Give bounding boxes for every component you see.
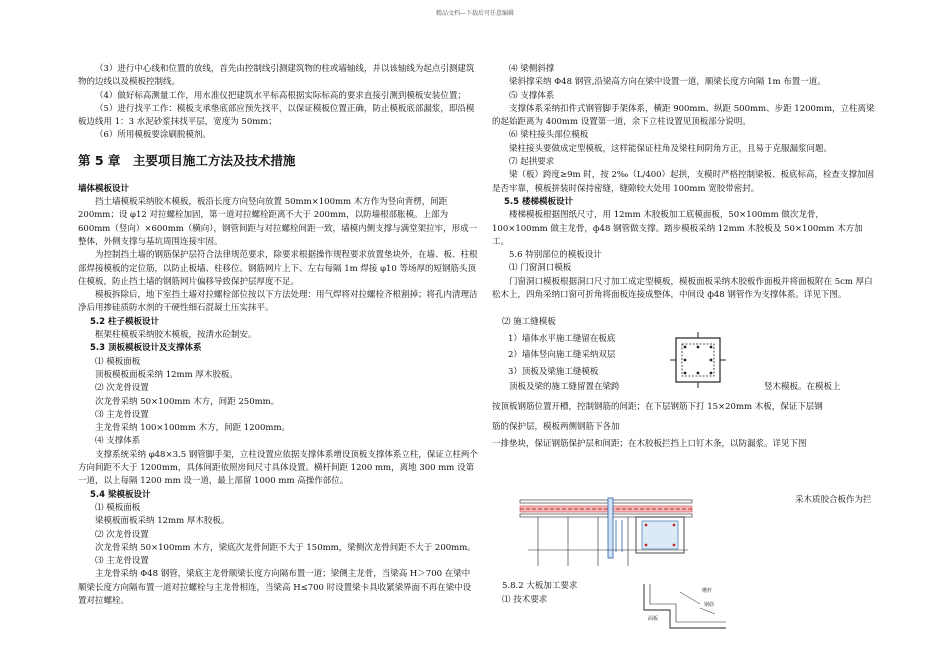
paragraph-line: 筋的保护层，模板两侧钢筋下各加 (492, 422, 620, 432)
subheading: ⑷ 支撑体系 (95, 436, 141, 447)
paragraph: （6）所用模板要涂刷脱模剂。 (95, 130, 211, 141)
subheading: ⑹ 梁柱接头部位模板 (509, 130, 589, 141)
text-fragment: 竖木模板。在模板上 (764, 382, 841, 392)
subheading: ⑴ 模板面板 (95, 356, 141, 367)
list-item: 3）顶板及梁施工缝模板 (508, 366, 599, 377)
stair-detail-figure (640, 582, 730, 632)
subheading: ⑺ 起拱要求 (509, 157, 555, 168)
paragraph: 模板拆除后，地下室挡土墙对拉螺栓部位按以下方法处理：用气焊将对拉螺栓齐根割掉；将孔内清理洁净后用掺硅质防水剂的干硬性细石混凝土压实抹平。 (78, 290, 478, 314)
section-title: 5.3 顶板模板设计及支撑体系 (90, 343, 202, 354)
left-column (78, 63, 478, 608)
subheading: ⑴ 模板面板 (95, 502, 141, 513)
section-title: 墙体模板设计 (78, 183, 130, 194)
paragraph: 梁（板）跨度≥9m 时，按 2‰（L/400）起拱，支模时严格控制梁板、板底标高，检查支撑加固是否牢靠，模板拼装时保持密缝，缝隙较大处用 100mm 宽胶带密封。 (492, 170, 875, 194)
figure-label: 钢筋 (704, 602, 715, 608)
subheading: ⑶ 主龙骨设置 (95, 409, 149, 420)
paragraph: 为控制挡土墙的钢筋保护层符合法律规范要求，除要求根据操作规程要求放置垫块外，在墙、板、柱根部焊接模板的定位筋，以防止板墙、柱移位。钢筋网片上下、左右每隔 1m 焊接 φ10 等场厚的短钢筋头顶住模板，防止挡土墙的钢筋网片偏移导致保护层厚度不足。 (78, 250, 478, 287)
paragraph: （5）进行找平工作：模板支承垫底部应预先找平，以保证模板位置正确，防止模板底部漏浆，即沿模板边线用 1：3 水泥砂浆抹找平层，宽度为 50mm； (78, 103, 475, 128)
paragraph: 次龙骨采纳 50×100mm 木方，间距 250mm。 (95, 396, 280, 407)
paragraph-line: 按顶板钢筋位置开槽，控制钢筋的间距；在下层钢筋下打 15×20mm 木板，保证下层钢 (492, 402, 823, 412)
figure-label: 槽杆 (702, 588, 713, 594)
paragraph-line (492, 380, 877, 394)
subheading: ⑶ 主龙骨设置 (95, 556, 149, 567)
paragraph: 梁柱接头要做成定型模板，这样能保证柱角及梁柱间阴角方正，且易于克服漏浆问题。 (509, 143, 833, 154)
list-item: 1）墙体水平施工缝留在板底 (508, 333, 616, 344)
paragraph: 支撑体系采纳扣件式钢管脚手架体系，横距 900mm、纵距 500mm、步距 1200mm，立柱离梁的起始距离为 400mm 设置第一道，余下立柱设置见顶板部分说明。 (492, 103, 875, 128)
paragraph-line: 一排垫块，保证钢筋保护层和间距；在木胶板拦挡上口钉木条，以防漏浆。详见下图 (492, 439, 807, 449)
paragraph: （3）进行中心线和位置的放线，首先由控制线引测建筑物的柱或墙轴线，并以该轴线为起点引测建筑物的边线以及模板控制线。 (78, 64, 475, 88)
chapter-title: 第 5 章 主要项目施工方法及技术措施 (78, 152, 296, 168)
section-title: 5.2 柱子模板设计 (90, 316, 160, 327)
paragraph: 门窗洞口模板根据洞口尺寸加工成定型模板，模板面板采纳木胶板作面板并将面板附在 5cm 厚白松木上，四角采纳口窗可折角将面板连接成整体，中间设 ф48 钢管作为支撑体系。详见下图。 (492, 276, 873, 301)
text-fragment: 采木质胶合板作为拦 (795, 495, 872, 505)
paragraph: 挡土墙模板采纳胶木模板，板沿长度方向竖向放置 50mm×100mm 木方作为竖向背楞，间距 200mm；设 φ12 对拉螺栓加固，第一道对拉螺栓距离不大于 200mm，以防墙根部胀模。上部为 600mm（竖向）×600mm（横向），钢管间距与对拉螺栓间距一致，墙模内侧支撑与满堂架拉牢，形成一整体，外侧支撑与基坑周围连接牢固。 (78, 197, 478, 247)
section-title: 5.4 梁模板设计 (90, 489, 151, 500)
subheading: ⑴ 技术要求 (502, 595, 548, 605)
paragraph: 主龙骨采纳 Φ48 钢管，梁底主龙骨顺梁长度方向隔布置一道；梁侧主龙骨，当梁高 H＞700 在梁中顺梁长度方向隔布置一道对拉螺栓与主龙骨相连，当梁高 H≤700 时设置梁卡具收紧梁界面不再在梁中设置对拉螺栓。 (78, 569, 472, 606)
list-item: 2）墙体竖向施工缝采纳双层 (508, 350, 616, 360)
paragraph: 梁模板面板采纳 12mm 厚木胶板。 (95, 516, 230, 527)
paragraph: 梁斜撑采纳 Φ48 钢管,沿梁高方向在梁中设置一道，顺梁长度方向隔 1m 布置一道。 (509, 77, 826, 88)
paragraph: 顶板模板面板采纳 12mm 厚木胶板。 (95, 369, 238, 380)
text-fragment: 顶板及梁的施工缝留置在梁跨 (509, 382, 620, 392)
paragraph: 楼梯模板根据图纸尺寸，用 12mm 木胶板加工底模面板，50×100mm 做次龙骨，100×100mm 做主龙骨，ф48 钢管做支撑。踏步模板采纳 12mm 木胶板及 50×100mm 木方加工。 (492, 210, 863, 247)
paragraph: 框架柱模板采纳胶木模板，按清水砼制安。 (95, 330, 257, 341)
right-column (492, 63, 877, 302)
paragraph: 支撑系统采纳 φ48×3.5 钢管脚手架，立柱设置应依据支撑体系增设顶板支撑体系立柱，保证立柱两个方向间距不大于 1200mm，具体间距依照房间尺寸具体设置。横杆间距 1200 mm，离地 300 mm 设第一道，以上每隔 1200 mm 设一道，最上部留 1000 mm 高操作部位。 (78, 449, 478, 487)
subheading: ⑵ 次龙骨设置 (95, 383, 149, 394)
section-title: 5.8.2 大板加工要求 (502, 581, 578, 591)
section-title: 5.6 特别部位的模板设计 (509, 250, 602, 261)
subheading: ⑸ 支撑体系 (509, 90, 555, 101)
figure-label: 面板 (648, 616, 659, 622)
section-title: 5.5 楼梯模板设计 (504, 196, 574, 207)
subheading: ⑷ 梁侧斜撑 (509, 64, 555, 74)
page-header: 精品文档---下载后可任意编辑 (435, 10, 515, 17)
paragraph: （4）做好标高测量工作，用水准仪把建筑水平标高根据实际标高的要求直接引测到模板安装位置； (95, 90, 466, 101)
subheading: ⑵ 次龙骨设置 (95, 529, 149, 540)
paragraph: 主龙骨采纳 100×100mm 木方，间距 1200mm。 (95, 423, 291, 434)
paragraph: 次龙骨采纳 50×100mm 木方，梁底次龙骨间距不大于 150mm，梁侧次龙骨间距不大于 200mm。 (95, 542, 476, 553)
joint-formwork-figure (518, 490, 694, 568)
subheading: ⑵ 施工缝模板 (502, 317, 556, 327)
subheading: ⑴ 门窗洞口模板 (509, 263, 572, 274)
